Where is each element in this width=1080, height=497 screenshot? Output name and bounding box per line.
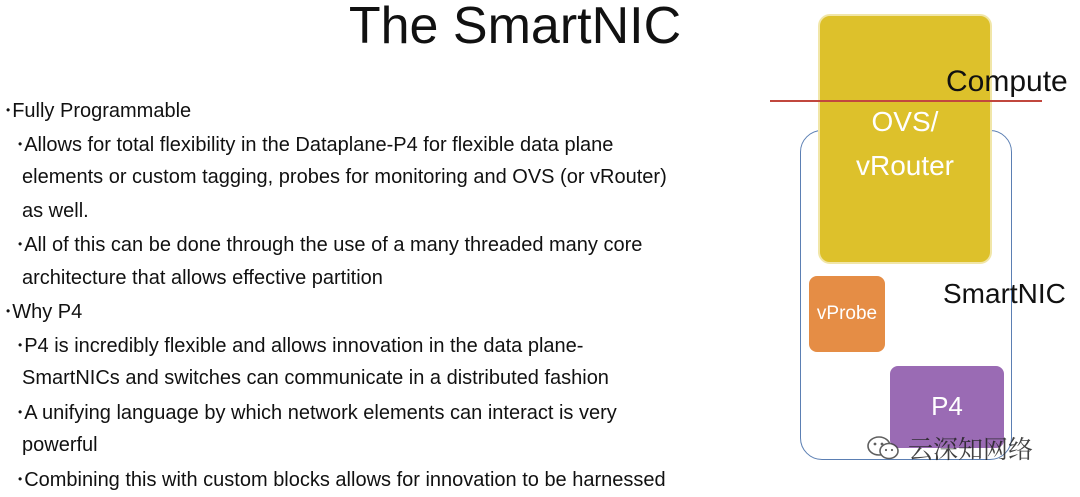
bullet-item: [18, 329, 583, 364]
watermark-text: 云深知网络: [908, 430, 1033, 466]
bullet-text: Combining this with custom blocks allows for innovation to be harnessed: [24, 469, 665, 491]
ovs-vrouter-label: OVS/ vRouter: [818, 100, 992, 188]
bullet-dot-icon: •: [6, 103, 10, 117]
bullet-text: powerful: [22, 434, 98, 456]
bullet-text: All of this can be done through the use of a many threaded many core: [24, 234, 642, 256]
bullet-text: SmartNICs and switches can communicate in a distributed fashion: [22, 367, 609, 389]
bullet-text: P4 is incredibly flexible and allows innovation in the data plane-: [24, 335, 583, 357]
bullet-dot-icon: •: [6, 304, 10, 318]
bullet-item: [18, 228, 642, 263]
watermark: [866, 430, 1033, 466]
compute-label: Compute: [946, 64, 1068, 100]
bullet-dot-icon: •: [18, 137, 22, 151]
bullet-continuation: [22, 429, 98, 463]
bullet-text: Why P4: [12, 301, 82, 323]
p4-label: P4: [890, 390, 1004, 422]
bullet-continuation: [22, 161, 667, 195]
bullet-continuation: [22, 362, 609, 396]
bullet-text: A unifying language by which network elements can interact is very: [24, 402, 617, 424]
bullet-text: as well.: [22, 200, 89, 222]
bullet-text: Allows for total flexibility in the Dataplane-P4 for flexible data plane: [24, 134, 613, 156]
slide-title: The SmartNIC: [0, 0, 1030, 56]
bullet-dot-icon: •: [18, 405, 22, 419]
smartnic-diagram: [760, 0, 1080, 496]
bullet-item: [6, 94, 191, 129]
bullet-continuation: [22, 262, 383, 296]
bullet-text: elements or custom tagging, probes for monitoring and OVS (or vRouter): [22, 166, 667, 188]
bullet-dot-icon: •: [18, 338, 22, 352]
bullet-item: [18, 396, 617, 431]
bullet-dot-icon: •: [18, 472, 22, 486]
smartnic-label: SmartNIC: [943, 276, 1066, 312]
bullet-text: architecture that allows effective partition: [22, 267, 383, 289]
wechat-icon: [866, 435, 900, 461]
bullet-dot-icon: •: [18, 237, 22, 251]
bullet-continuation: [22, 195, 89, 229]
bullet-item: [18, 128, 613, 163]
vprobe-label: vProbe: [809, 302, 885, 326]
bullet-text: Fully Programmable: [12, 100, 191, 122]
bullet-item: [18, 463, 666, 497]
bullet-item: [6, 295, 82, 330]
